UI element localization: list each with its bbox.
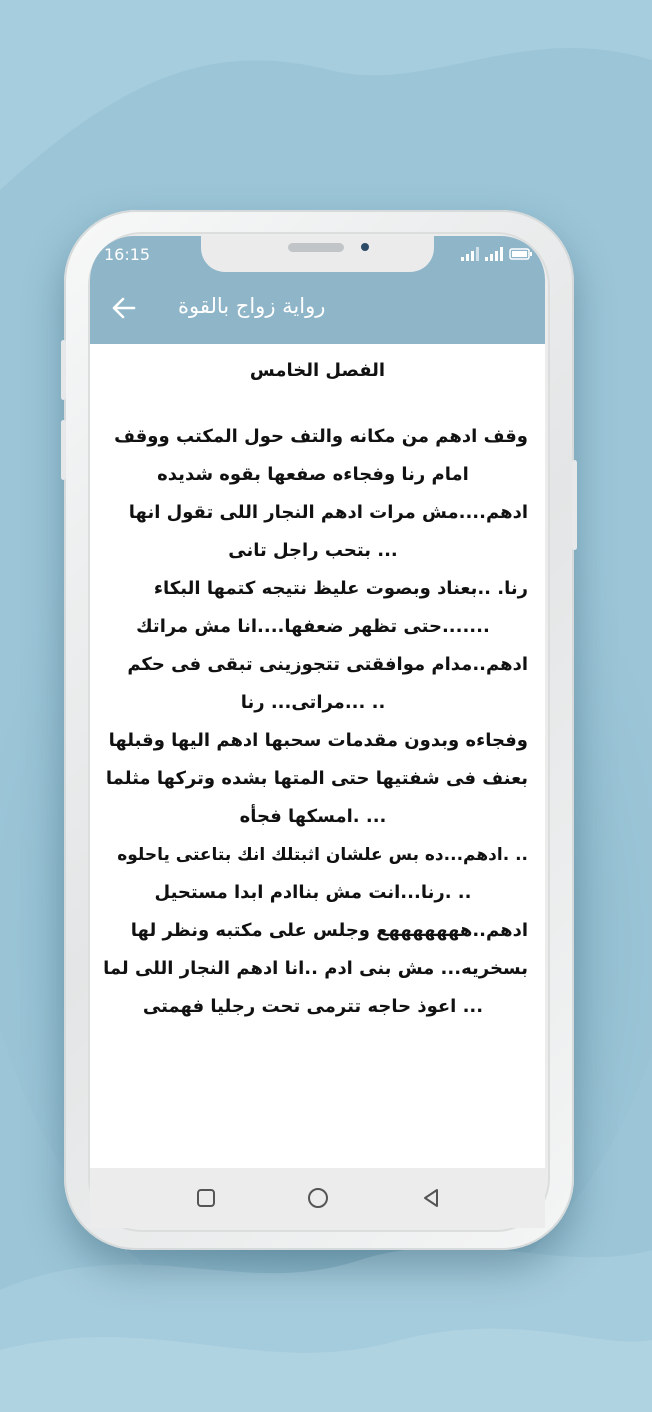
battery-icon xyxy=(509,248,533,260)
app-title: رواية زواج بالقوة xyxy=(178,294,326,318)
phone-side-button xyxy=(61,340,66,400)
story-line: ... بتحب راجل تانى xyxy=(228,540,398,561)
reader-content xyxy=(90,344,545,1060)
status-icons xyxy=(461,246,533,262)
chapter-title: الفصل الخامس xyxy=(249,360,386,381)
phone-notch xyxy=(201,236,434,272)
story-line: ادهم....مش مرات ادهم النجار اللى تقول انها xyxy=(128,502,528,523)
story-line: ... .امسكها فجأه xyxy=(239,806,387,827)
story-line: امام رنا وفجاءه صفعها بقوه شديده xyxy=(157,464,469,485)
front-camera xyxy=(361,243,369,251)
square-recents-icon[interactable] xyxy=(194,1186,218,1210)
story-line: ادهم..مدام موافقتى تتجوزينى تبقى فى حكم xyxy=(127,654,528,675)
story-text xyxy=(98,418,528,1026)
circle-home-icon[interactable] xyxy=(306,1186,330,1210)
phone-screen xyxy=(90,236,545,1168)
phone-power-button xyxy=(572,460,577,550)
triangle-back-icon[interactable] xyxy=(419,1186,443,1210)
speaker-grille xyxy=(288,243,344,252)
story-line: .......حتى تظهر ضعفها....انا مش مراتك xyxy=(136,616,490,637)
story-line: وفجاءه وبدون مقدمات سحبها ادهم اليها وقبلها xyxy=(108,730,528,751)
empty-area xyxy=(90,1060,545,1168)
status-bar xyxy=(90,236,545,272)
story-line: .. ...مراتى... رنا xyxy=(240,692,386,713)
story-line: ادهم..هههههههع وجلس على مكتبه ونظر لها xyxy=(130,920,528,941)
story-line: بسخريه... مش بنى ادم ..انا ادهم النجار اللى لما xyxy=(103,958,528,979)
story-line: رنا. ..بعناد وبصوت عليظ نتيجه كتمها البكاء xyxy=(153,578,528,599)
status-time: 16:15 xyxy=(104,245,151,264)
story-line: .. .رنا...انت مش بناادم ابدا مستحيل xyxy=(154,882,472,903)
story-line: وقف ادهم من مكانه والتف حول المكتب ووقف xyxy=(114,426,528,447)
phone-side-button xyxy=(61,420,66,480)
signal-icon xyxy=(485,247,503,261)
story-line: بعنف فى شفتيها حتى المتها بشده وتركها مثلما xyxy=(105,768,528,789)
app-bar xyxy=(90,272,545,344)
signal-icon xyxy=(461,247,479,261)
story-line: ... اعوذ حاجه تترمى تحت رجليا فهمتى xyxy=(142,996,484,1017)
story-line: .. .ادهم...ده بس علشان اثبتلك انك بتاعتى ياحلوه xyxy=(117,845,528,865)
arrow-left-icon[interactable] xyxy=(110,294,138,322)
system-nav-bar xyxy=(90,1168,545,1228)
